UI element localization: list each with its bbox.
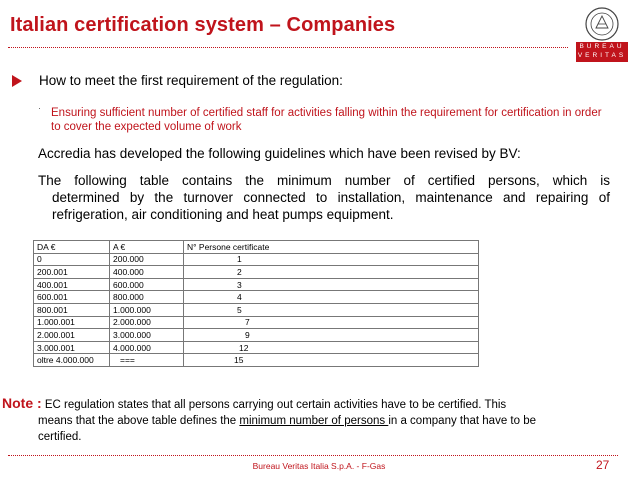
cell-from: 0 <box>34 253 110 266</box>
cell-persons: 7 <box>184 316 479 329</box>
table-row <box>34 303 479 316</box>
cell-from: 2.000.001 <box>34 329 110 342</box>
note-label: Note : <box>2 395 42 411</box>
note-paragraph <box>2 395 608 445</box>
cell-persons: 15 <box>184 354 479 367</box>
table-row <box>34 278 479 291</box>
logo-word-bureau: BUREAU <box>579 43 625 50</box>
table-row <box>34 354 479 367</box>
slide-title: Italian certification system – Companies <box>10 14 396 36</box>
cell-persons: 1 <box>184 253 479 266</box>
page-number: 27 <box>596 458 610 472</box>
note-text-b: means that the above table defines the <box>38 415 240 427</box>
cell-from: oltre 4.000.000 <box>34 354 110 367</box>
note-text-a: EC regulation states that all persons carrying out certain activities have to be certified. This <box>41 399 507 411</box>
note-underlined-text: minimum number of persons <box>239 415 389 427</box>
cell-to: 400.000 <box>110 266 184 279</box>
cell-to: 600.000 <box>110 278 184 291</box>
bullet-text: How to meet the first requirement of the regulation: <box>39 73 343 88</box>
cell-to: 200.000 <box>110 253 184 266</box>
cell-persons: 5 <box>184 303 479 316</box>
cell-persons: 12 <box>184 341 479 354</box>
bureau-veritas-logo <box>576 6 628 62</box>
cell-from: 1.000.001 <box>34 316 110 329</box>
header-from: DA € <box>34 241 110 254</box>
table-row <box>34 253 479 266</box>
footer-company: Bureau Veritas Italia S.p.A. - F-Gas <box>252 461 386 471</box>
cell-to: 2.000.000 <box>110 316 184 329</box>
cell-to: 3.000.000 <box>110 329 184 342</box>
sub-bullet-text: Ensuring sufficient number of certified staff for activities falling within the requirement for certification in order to cover the expected volume of work <box>51 107 602 133</box>
cell-from: 400.001 <box>34 278 110 291</box>
intro-line-3: refrigeration, air conditioning and heat pumps equipment. <box>52 207 394 222</box>
cell-to: 800.000 <box>110 291 184 304</box>
table-row <box>34 266 479 279</box>
cell-persons: 3 <box>184 278 479 291</box>
cell-persons: 4 <box>184 291 479 304</box>
cell-from: 200.001 <box>34 266 110 279</box>
cell-persons: 2 <box>184 266 479 279</box>
sub-bullet-marker: · <box>38 103 41 113</box>
footer-divider <box>8 455 618 456</box>
certification-table <box>33 240 479 367</box>
header-persons: N° Persone certificate <box>184 241 479 254</box>
note-text-c: in a company that have to be <box>388 415 536 427</box>
cell-from: 3.000.001 <box>34 341 110 354</box>
logo-wordmark <box>576 42 628 62</box>
intro-line-2: determined by the turnover connected to installation, maintenance and repairing of <box>52 190 610 205</box>
intro-line-1: The following table contains the minimum number of certified persons, which is <box>38 173 610 188</box>
seal-icon <box>576 6 628 42</box>
table-row <box>34 341 479 354</box>
title-divider <box>8 47 568 48</box>
table-row <box>34 291 479 304</box>
arrow-bullet-icon <box>12 75 22 87</box>
table-row <box>34 316 479 329</box>
logo-word-veritas: VERITAS <box>577 52 627 59</box>
header-to: A € <box>110 241 184 254</box>
note-text-d: certified. <box>38 431 82 443</box>
table-intro-paragraph <box>38 172 610 223</box>
cell-from: 600.001 <box>34 291 110 304</box>
cell-from: 800.001 <box>34 303 110 316</box>
cell-to: === <box>110 354 184 367</box>
table-header-row <box>34 241 479 254</box>
guidelines-paragraph: Accredia has developed the following guidelines which have been revised by BV: <box>38 146 521 161</box>
table-row <box>34 329 479 342</box>
cell-persons: 9 <box>184 329 479 342</box>
cell-to: 4.000.000 <box>110 341 184 354</box>
cell-to: 1.000.000 <box>110 303 184 316</box>
